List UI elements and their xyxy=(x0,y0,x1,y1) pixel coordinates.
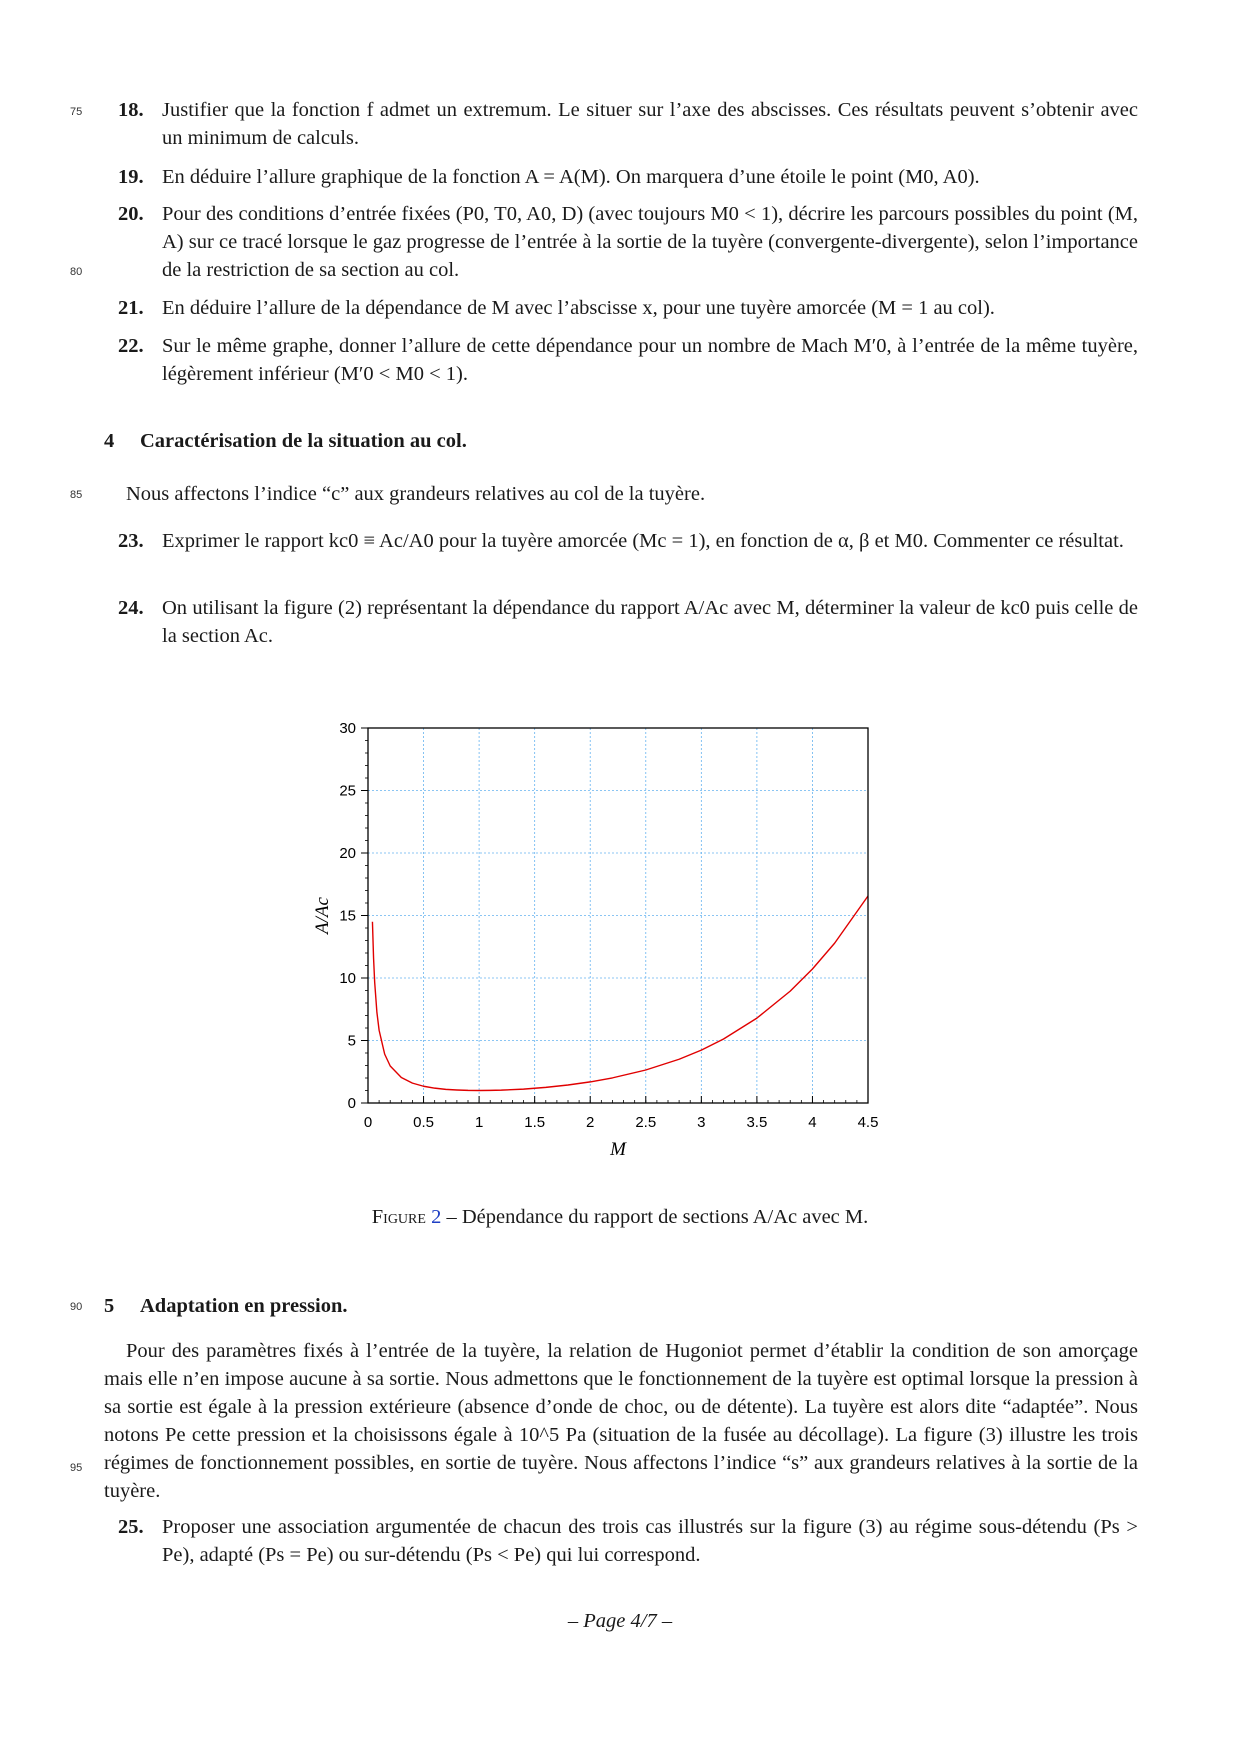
section-5-heading xyxy=(104,1292,348,1320)
data-point xyxy=(501,1090,502,1091)
x-tick-label: 1 xyxy=(474,1114,484,1131)
line-number: 85 xyxy=(70,489,83,501)
question-text: Justifier que la fonction f admet un extremum. Le situer sur l’axe des abscisses. Ces résultats peuvent s’obtenir avec un minimum de calculs. xyxy=(162,99,1138,149)
data-point xyxy=(790,991,791,992)
y-axis-label: A/Ac xyxy=(312,897,333,934)
y-tick-label: 25 xyxy=(339,782,356,800)
question-21 xyxy=(118,294,1138,322)
question-number: 24. xyxy=(118,597,144,619)
question-18 xyxy=(118,96,1138,152)
section-title: Caractérisation de la situation au col. xyxy=(140,430,467,452)
x-axis-label: M xyxy=(610,1139,626,1160)
question-number: 23. xyxy=(118,530,144,552)
section-4-intro: Nous affectons l’indice “c” aux grandeurs relatives au col de la tuyère. xyxy=(126,483,706,505)
figure-2-caption xyxy=(0,1203,1240,1231)
data-point xyxy=(412,1083,413,1084)
figure-caption-text: – Dépendance du rapport de sections A/Ac avec M. xyxy=(446,1206,869,1228)
question-number: 22. xyxy=(118,335,144,357)
data-point xyxy=(456,1089,457,1090)
data-point xyxy=(701,1050,702,1051)
data-point xyxy=(679,1059,680,1060)
figure-number[interactable]: 2 xyxy=(431,1206,442,1228)
x-tick-label: 3.5 xyxy=(746,1114,768,1131)
question-25 xyxy=(118,1513,1138,1569)
data-point xyxy=(376,1012,377,1013)
data-point xyxy=(756,1018,757,1019)
x-tick-label: 2.5 xyxy=(635,1114,657,1131)
line-number: 75 xyxy=(70,106,83,118)
data-point xyxy=(373,958,374,959)
series-line xyxy=(372,896,868,1091)
y-tick-label: 0 xyxy=(347,1095,356,1112)
chart-series xyxy=(372,895,869,1091)
data-point xyxy=(423,1086,424,1087)
question-text: Proposer une association argumentée de chacun des trois cas illustrés sur la figure (3) au régime sous-détendu (Ps > Pe), adapté (Ps = Pe) ou sur-détendu (Ps < Pe) qui lui correspond. xyxy=(162,1516,1138,1566)
data-point xyxy=(545,1087,546,1088)
question-text: Pour des conditions d’entrée fixées (P0, T0, A0, D) (avec toujours M0 < 1), décrire les parcours possibles du point (M, A) sur ce tracé lorsque le gaz progresse de l’entrée à la sortie de la tuyère (convergente-divergente), selon l’importance de la restriction de sa section au col. xyxy=(162,203,1138,281)
x-tick-label: 4 xyxy=(808,1114,817,1131)
data-point xyxy=(374,982,375,983)
section-number: 5 xyxy=(104,1295,115,1317)
question-text: En déduire l’allure de la dépendance de M avec l’abscisse x, pour une tuyère amorcée (M = 1 au col). xyxy=(162,297,995,319)
data-point xyxy=(612,1077,613,1078)
figure-label: Figure xyxy=(371,1206,426,1228)
x-tick-label: 0.5 xyxy=(413,1114,434,1131)
data-point xyxy=(523,1089,524,1090)
x-tick-label: 3 xyxy=(697,1114,706,1131)
question-22 xyxy=(118,332,1138,388)
data-point xyxy=(812,968,813,969)
y-tick-label: 15 xyxy=(339,907,356,925)
question-20 xyxy=(118,200,1138,284)
data-point xyxy=(567,1084,568,1085)
chart-grid xyxy=(368,728,868,1103)
question-text: Exprimer le rapport kc0 ≡ Ac/A0 pour la tuyère amorcée (Mc = 1), en fonction de α, β et M0. Commenter ce résultat. xyxy=(162,530,1124,552)
line-number: 95 xyxy=(70,1462,83,1474)
question-number: 25. xyxy=(118,1516,144,1538)
data-point xyxy=(372,921,373,922)
y-tick-label: 5 xyxy=(347,1032,356,1050)
question-number: 18. xyxy=(118,99,144,121)
question-number: 19. xyxy=(118,166,144,188)
data-point xyxy=(434,1088,435,1089)
section-5-paragraph: Pour des paramètres fixés à l’entrée de la tuyère, la relation de Hugoniot permet d’établir la condition de son amorçage mais elle n’en impose aucune à sa sortie. Nous admettons que le fonctionnement de la tuyère est optimal lorsque la pression à sa sortie est égale à la pression extérieure (absence d’onde de choc, ou de détente). La tuyère est alors dite “adaptée”. Nous notons Pe cette pression et la choisissons égale à 10^5 Pa (situation de la fusée au décollage). La figure (3) illustre les trois régimes de fonctionnement possibles, en sortie de tuyère. Nous affectons l’indice “s” aux grandeurs relatives à la sortie de la tuyère. xyxy=(104,1340,1138,1502)
line-number: 80 xyxy=(70,266,83,278)
section-number: 4 xyxy=(104,430,115,452)
y-tick-label: 30 xyxy=(339,720,356,737)
data-point xyxy=(479,1090,480,1091)
data-point xyxy=(384,1054,385,1055)
question-number: 20. xyxy=(118,203,144,225)
question-text: On utilisant la figure (2) représentant la dépendance du rapport A/Ac avec M, déterminer la valeur de kc0 puis celle de la section Ac. xyxy=(162,597,1138,647)
data-point xyxy=(590,1081,591,1082)
data-point xyxy=(401,1077,402,1078)
figure-2-chart xyxy=(300,715,900,1175)
section-4-heading xyxy=(104,427,467,455)
question-text: En déduire l’allure graphique de la fonction A = A(M). On marquera d’une étoile le point (M0, A0). xyxy=(162,166,980,188)
data-point xyxy=(723,1038,724,1039)
data-point xyxy=(390,1065,391,1066)
question-19 xyxy=(118,163,1138,191)
y-tick-label: 10 xyxy=(339,970,356,987)
question-number: 21. xyxy=(118,297,144,319)
data-point xyxy=(379,1030,380,1031)
data-point xyxy=(490,1090,491,1091)
data-point xyxy=(445,1089,446,1090)
data-point xyxy=(834,943,835,944)
page-footer: – Page 4/7 – xyxy=(567,1610,673,1632)
x-tick-label: 0 xyxy=(363,1114,373,1131)
x-tick-label: 1.5 xyxy=(524,1114,546,1131)
question-text: Sur le même graphe, donner l’allure de cette dépendance pour un nombre de Mach M′0, à l’entrée de la même tuyère, légèrement inférieur (M′0 < M0 < 1). xyxy=(162,335,1138,385)
x-tick-label: 4.5 xyxy=(857,1114,879,1131)
y-tick-label: 20 xyxy=(339,845,356,862)
question-24 xyxy=(118,594,1138,650)
line-number: 90 xyxy=(70,1301,83,1313)
data-point xyxy=(645,1069,646,1070)
x-tick-label: 2 xyxy=(586,1114,595,1131)
data-point xyxy=(467,1090,468,1091)
section-title: Adaptation en pression. xyxy=(140,1295,348,1317)
chart-labels xyxy=(312,720,878,1160)
question-23 xyxy=(118,527,1138,555)
